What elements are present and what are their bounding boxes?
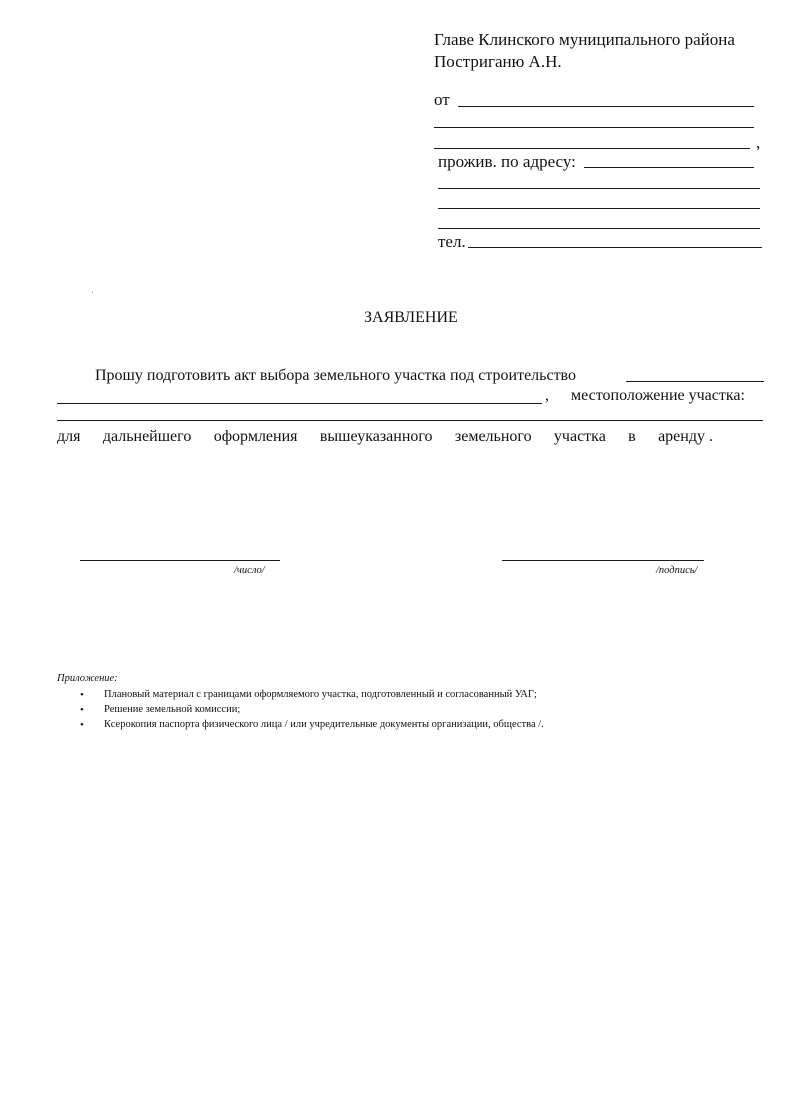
signature-caption: /подпись/ <box>656 565 698 576</box>
phone-field-line[interactable] <box>468 247 762 248</box>
address-field-line-3[interactable] <box>438 208 760 209</box>
from-field-line-3[interactable] <box>434 148 750 149</box>
addressee-line-1: Главе Клинского муниципального района <box>434 30 735 49</box>
date-field-line[interactable] <box>80 560 280 561</box>
bullet-icon: • <box>80 719 84 731</box>
request-line-4 <box>57 427 713 447</box>
location-label: местоположение участка: <box>571 387 745 404</box>
attachment-item-1: Плановый материал с границами оформляемого участка, подготовленный и согласованный УАГ; <box>104 689 537 700</box>
word-2: дальнейшего <box>102 428 192 445</box>
word-1: для <box>57 428 81 445</box>
word-7: в <box>628 428 636 445</box>
bullet-icon: • <box>80 689 84 701</box>
attachment-item-3: Ксерокопия паспорта физического лица / или учредительные документы организации, общества /. <box>104 719 544 730</box>
from-field-line-2[interactable] <box>434 127 754 128</box>
location-field-line[interactable] <box>57 420 763 421</box>
scan-speck <box>92 292 93 293</box>
request-line-1: Прошу подготовить акт выбора земельного участка под строительство <box>95 367 576 384</box>
from-field-line-1[interactable] <box>458 106 754 107</box>
from-label: от <box>434 90 450 109</box>
word-3: оформления <box>213 428 298 445</box>
address-field-line-2[interactable] <box>438 188 760 189</box>
document-title: ЗАЯВЛЕНИЕ <box>364 309 458 326</box>
phone-label: тел. <box>438 232 466 251</box>
address-label: прожив. по адресу: <box>438 152 576 171</box>
request-line-2-comma: , <box>545 387 549 404</box>
attachments-label: Приложение: <box>57 673 118 684</box>
addressee-line-2: Постриганю А.Н. <box>434 52 562 71</box>
signature-field-line[interactable] <box>502 560 704 561</box>
construction-purpose-line-2[interactable] <box>57 403 542 404</box>
from-comma: , <box>756 133 761 152</box>
address-field-line-1[interactable] <box>584 167 754 168</box>
word-4: вышеуказанного <box>319 428 433 445</box>
word-8: аренду . <box>658 428 713 445</box>
word-6: участка <box>553 428 606 445</box>
word-5: земельного <box>454 428 532 445</box>
address-field-line-4[interactable] <box>438 228 760 229</box>
date-caption: /число/ <box>234 565 265 576</box>
construction-purpose-line[interactable] <box>626 381 764 382</box>
attachment-item-2: Решение земельной комиссии; <box>104 704 241 715</box>
bullet-icon: • <box>80 704 84 716</box>
